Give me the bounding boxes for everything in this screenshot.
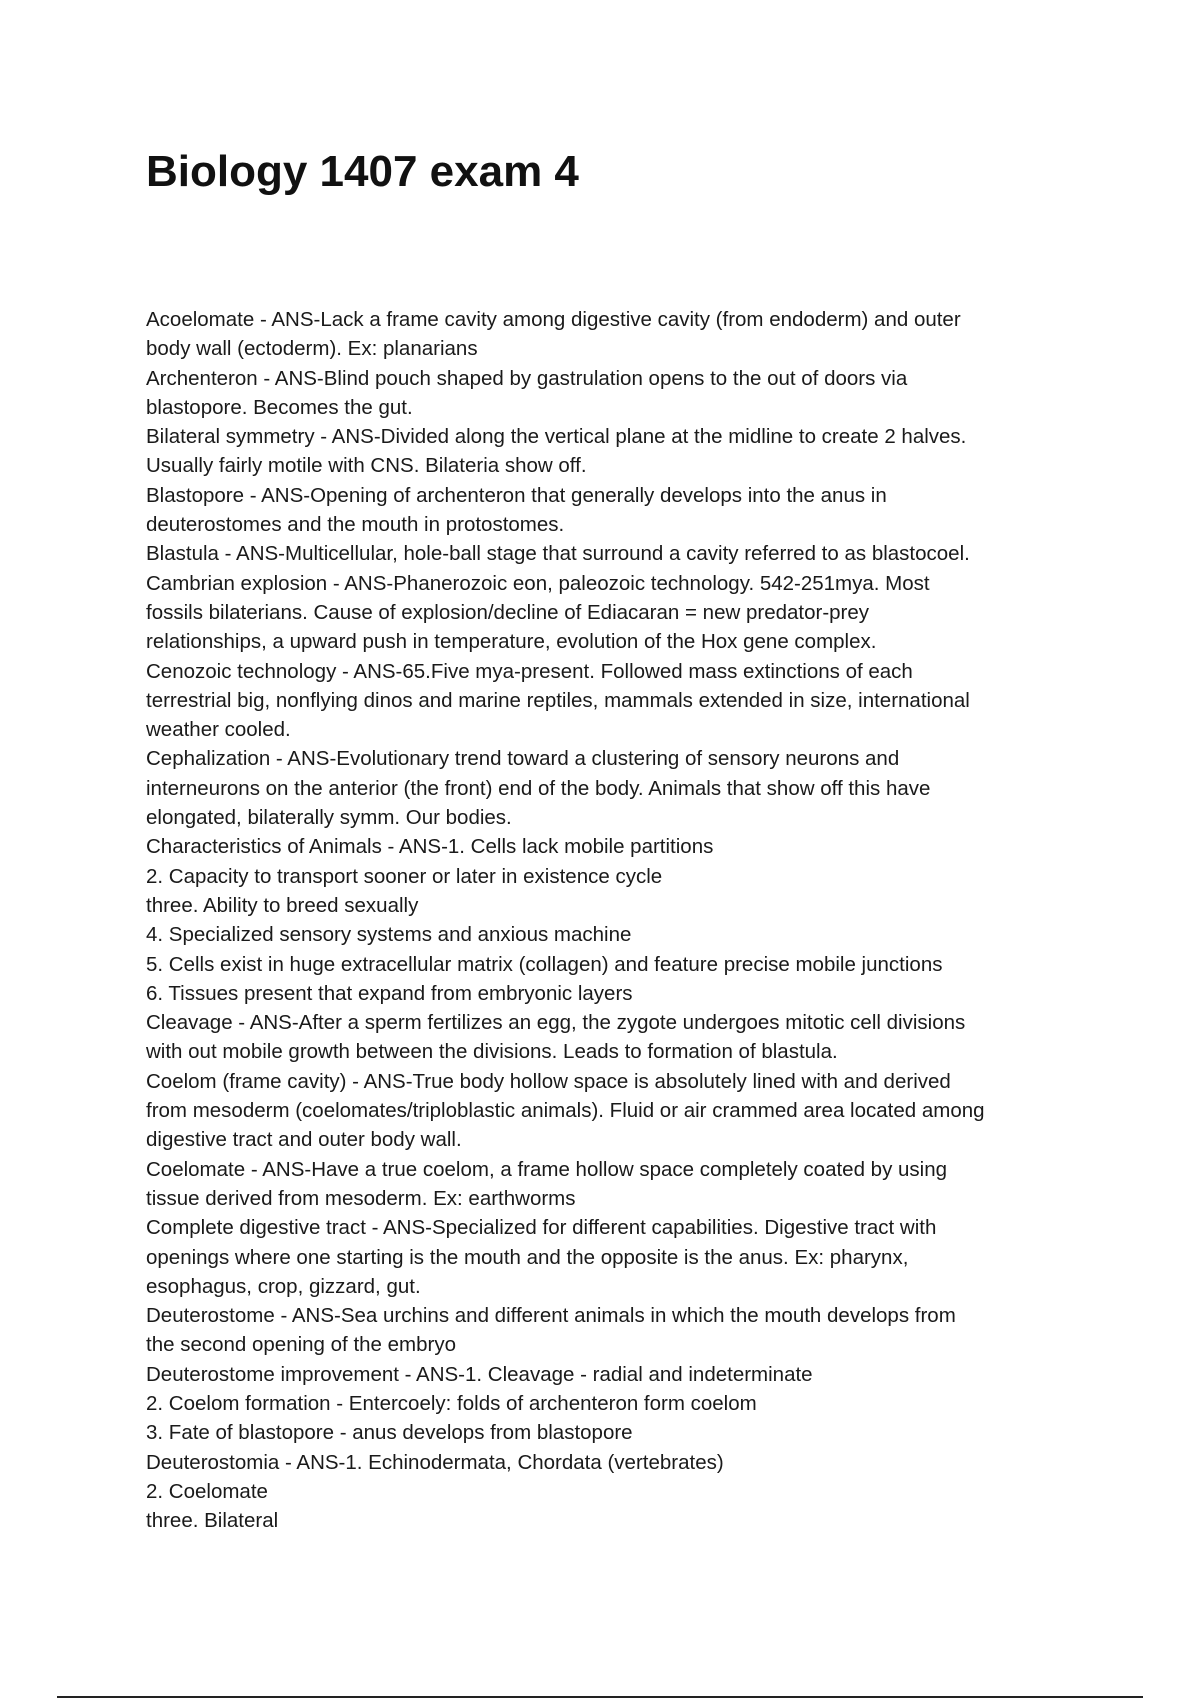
- text-line: Cephalization - ANS-Evolutionary trend toward a clustering of sensory neurons and: [146, 747, 900, 771]
- text-line: with out mobile growth between the divisions. Leads to formation of blastula.: [146, 1040, 838, 1064]
- text-line: fossils bilaterians. Cause of explosion/decline of Ediacaran = new predator-prey: [146, 600, 870, 624]
- text-line: 2. Coelomate: [146, 1479, 268, 1503]
- text-line: 2. Capacity to transport sooner or later in existence cycle: [146, 864, 663, 888]
- text-line: the second opening of the embryo: [146, 1333, 456, 1357]
- text-line: 5. Cells exist in huge extracellular matrix (collagen) and feature precise mobile junctions: [146, 952, 943, 976]
- text-line: from mesoderm (coelomates/triploblastic animals). Fluid or air crammed area located among: [146, 1099, 985, 1123]
- text-line: openings where one starting is the mouth and the opposite is the anus. Ex: pharynx,: [146, 1245, 909, 1269]
- document-body: [146, 305, 1076, 1535]
- text-line: weather cooled.: [146, 718, 291, 742]
- text-line: Usually fairly motile with CNS. Bilateria show off.: [146, 454, 587, 478]
- text-line: Cleavage - ANS-After a sperm fertilizes an egg, the zygote undergoes mitotic cell divisions: [146, 1011, 966, 1035]
- text-line: tissue derived from mesoderm. Ex: earthworms: [146, 1186, 576, 1210]
- text-line: body wall (ectoderm). Ex: planarians: [146, 337, 478, 361]
- text-line: Cenozoic technology - ANS-65.Five mya-present. Followed mass extinctions of each: [146, 659, 913, 683]
- text-line: Archenteron - ANS-Blind pouch shaped by gastrulation opens to the out of doors via: [146, 366, 908, 390]
- text-line: relationships, a upward push in temperature, evolution of the Hox gene complex.: [146, 630, 877, 654]
- text-line: Acoelomate - ANS-Lack a frame cavity among digestive cavity (from endoderm) and outer: [146, 308, 961, 331]
- text-line: Deuterostomia - ANS-1. Echinodermata, Chordata (vertebrates): [146, 1450, 724, 1474]
- text-line: Deuterostome - ANS-Sea urchins and different animals in which the mouth develops from: [146, 1304, 956, 1328]
- text-line: Bilateral symmetry - ANS-Divided along the vertical plane at the midline to create 2 halves.: [146, 425, 967, 449]
- text-line: Coelomate - ANS-Have a true coelom, a frame hollow space completely coated by using: [146, 1157, 948, 1181]
- text-line: Cambrian explosion - ANS-Phanerozoic eon, paleozoic technology. 542-251mya. Most: [146, 571, 930, 595]
- text-line: deuterostomes and the mouth in protostomes.: [146, 513, 565, 537]
- text-line: elongated, bilaterally symm. Our bodies.: [146, 806, 512, 830]
- text-line: 2. Coelom formation - Entercoely: folds of archenteron form coelom: [146, 1391, 757, 1415]
- text-line: three. Bilateral: [146, 1509, 279, 1533]
- text-line: 4. Specialized sensory systems and anxious machine: [146, 923, 632, 947]
- text-line: Coelom (frame cavity) - ANS-True body hollow space is absolutely lined with and derived: [146, 1069, 951, 1093]
- text-line: Blastopore - ANS-Opening of archenteron that generally develops into the anus in: [146, 483, 887, 507]
- text-line: terrestrial big, nonflying dinos and marine reptiles, mammals extended in size, international: [146, 688, 970, 712]
- text-line: Complete digestive tract - ANS-Specialized for different capabilities. Digestive tract with: [146, 1216, 937, 1240]
- text-line: esophagus, crop, gizzard, gut.: [146, 1274, 421, 1298]
- text-line: Characteristics of Animals - ANS-1. Cells lack mobile partitions: [146, 835, 714, 859]
- text-line: 3. Fate of blastopore - anus develops from blastopore: [146, 1421, 633, 1445]
- text-line: interneurons on the anterior (the front) end of the body. Animals that show off this have: [146, 776, 931, 800]
- footer-divider: [57, 1696, 1143, 1698]
- document-title: Biology 1407 exam 4: [146, 147, 579, 196]
- text-line: digestive tract and outer body wall.: [146, 1128, 462, 1152]
- text-line: 6. Tissues present that expand from embryonic layers: [146, 981, 633, 1005]
- text-line: Blastula - ANS-Multicellular, hole-ball stage that surround a cavity referred to as blastocoel.: [146, 542, 970, 566]
- text-line: blastopore. Becomes the gut.: [146, 395, 413, 419]
- text-line: three. Ability to breed sexually: [146, 893, 419, 917]
- text-line: Deuterostome improvement - ANS-1. Cleavage - radial and indeterminate: [146, 1362, 813, 1386]
